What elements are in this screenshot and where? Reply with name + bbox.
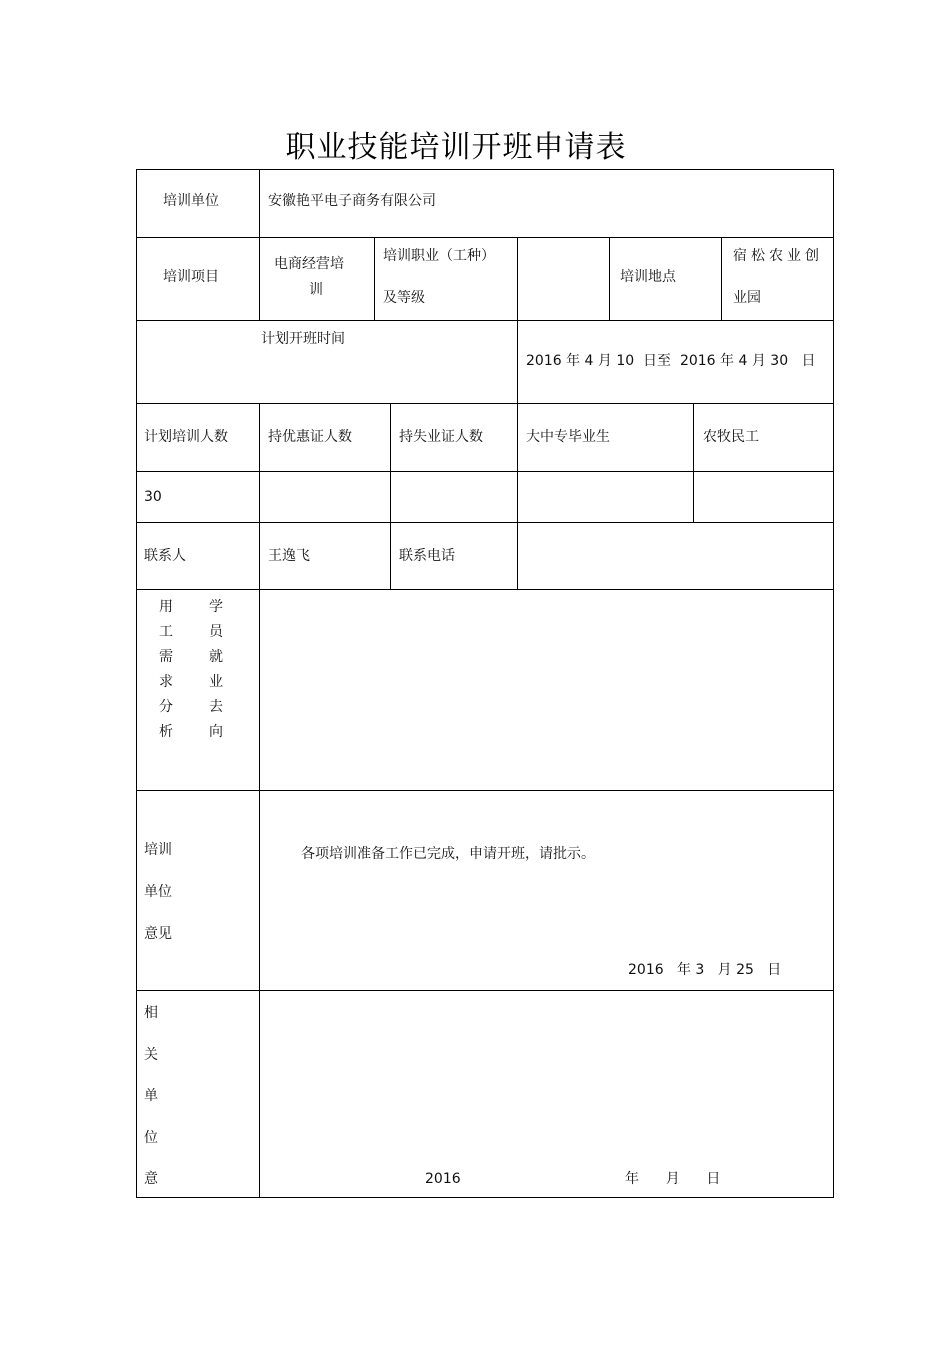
unit-opinion-label: 单位: [144, 884, 172, 900]
analysis-label-char: 业: [209, 674, 223, 690]
schedule-label: 计划开班时间: [261, 331, 345, 347]
row-divider: [136, 471, 834, 472]
col-divider: [693, 403, 694, 522]
related-label-char: 相: [144, 1005, 158, 1021]
col-divider: [259, 403, 260, 589]
graduates-label: 大中专毕业生: [526, 429, 610, 445]
analysis-label-char: 去: [209, 699, 223, 715]
unit-opinion-date: 2016 年 3 月 25 日: [628, 962, 782, 978]
unemployed-label: 持失业证人数: [399, 429, 483, 445]
related-label-char: 单: [144, 1088, 158, 1104]
table-border-bottom: [136, 1197, 834, 1198]
unit-label: 培训单位: [163, 193, 219, 209]
project-value-line2: 训: [309, 282, 323, 298]
location-value-line1: 宿松农业创: [733, 248, 823, 264]
analysis-label-char: 向: [209, 724, 223, 740]
contact-label: 联系人: [144, 548, 186, 564]
phone-label: 联系电话: [399, 548, 455, 564]
row-divider: [136, 403, 834, 404]
analysis-label-char: 用: [159, 599, 173, 615]
analysis-label-char: 工: [159, 624, 173, 640]
location-label: 培训地点: [620, 269, 676, 285]
planned-count-value: 30: [144, 489, 162, 505]
related-label-char: 关: [144, 1047, 158, 1063]
row-divider: [136, 990, 834, 991]
preferential-label: 持优惠证人数: [268, 429, 352, 445]
col-divider: [609, 237, 610, 320]
col-divider: [390, 403, 391, 589]
row-divider: [136, 320, 834, 321]
location-value-line2: 业园: [733, 290, 761, 306]
migrant-label: 农牧民工: [703, 429, 759, 445]
related-date-rest: 年 月 日: [625, 1171, 721, 1187]
schedule-value: 2016 年 4 月 10 日至 2016 年 4 月 30 日: [526, 353, 816, 369]
related-label-char: 位: [144, 1130, 158, 1146]
planned-count-label: 计划培训人数: [144, 429, 228, 445]
table-border-right: [833, 169, 834, 1198]
col-divider: [374, 237, 375, 320]
analysis-label-char: 需: [159, 649, 173, 665]
form-title: 职业技能培训开班申请表: [285, 130, 627, 165]
related-label-char: 意: [144, 1171, 158, 1187]
occupation-label-line1: 培训职业（工种）: [383, 248, 495, 264]
unit-opinion-text: 各项培训准备工作已完成，申请开班，请批示。: [301, 846, 595, 862]
unit-opinion-label: 意见: [144, 926, 172, 942]
analysis-label-char: 求: [159, 674, 173, 690]
table-border-top: [136, 169, 834, 170]
project-label: 培训项目: [163, 269, 219, 285]
row-divider: [136, 522, 834, 523]
col-divider: [259, 169, 260, 320]
row-divider: [136, 237, 834, 238]
col-divider: [721, 237, 722, 320]
col-divider: [517, 320, 518, 403]
contact-value: 王逸飞: [268, 548, 310, 564]
related-date-year: 2016: [425, 1171, 461, 1187]
col-divider: [517, 403, 518, 589]
analysis-label-char: 学: [209, 599, 223, 615]
occupation-label-line2: 及等级: [383, 290, 425, 306]
unit-opinion-label: 培训: [144, 842, 172, 858]
table-border-left: [136, 169, 137, 1198]
col-divider: [259, 589, 260, 1198]
analysis-label-char: 析: [159, 724, 173, 740]
analysis-label-char: 分: [159, 699, 173, 715]
analysis-label-char: 员: [209, 624, 223, 640]
col-divider: [517, 237, 518, 320]
analysis-label-char: 就: [209, 649, 223, 665]
unit-value: 安徽艳平电子商务有限公司: [268, 193, 436, 209]
row-divider: [136, 790, 834, 791]
row-divider: [136, 589, 834, 590]
project-value-line1: 电商经营培: [274, 256, 344, 272]
